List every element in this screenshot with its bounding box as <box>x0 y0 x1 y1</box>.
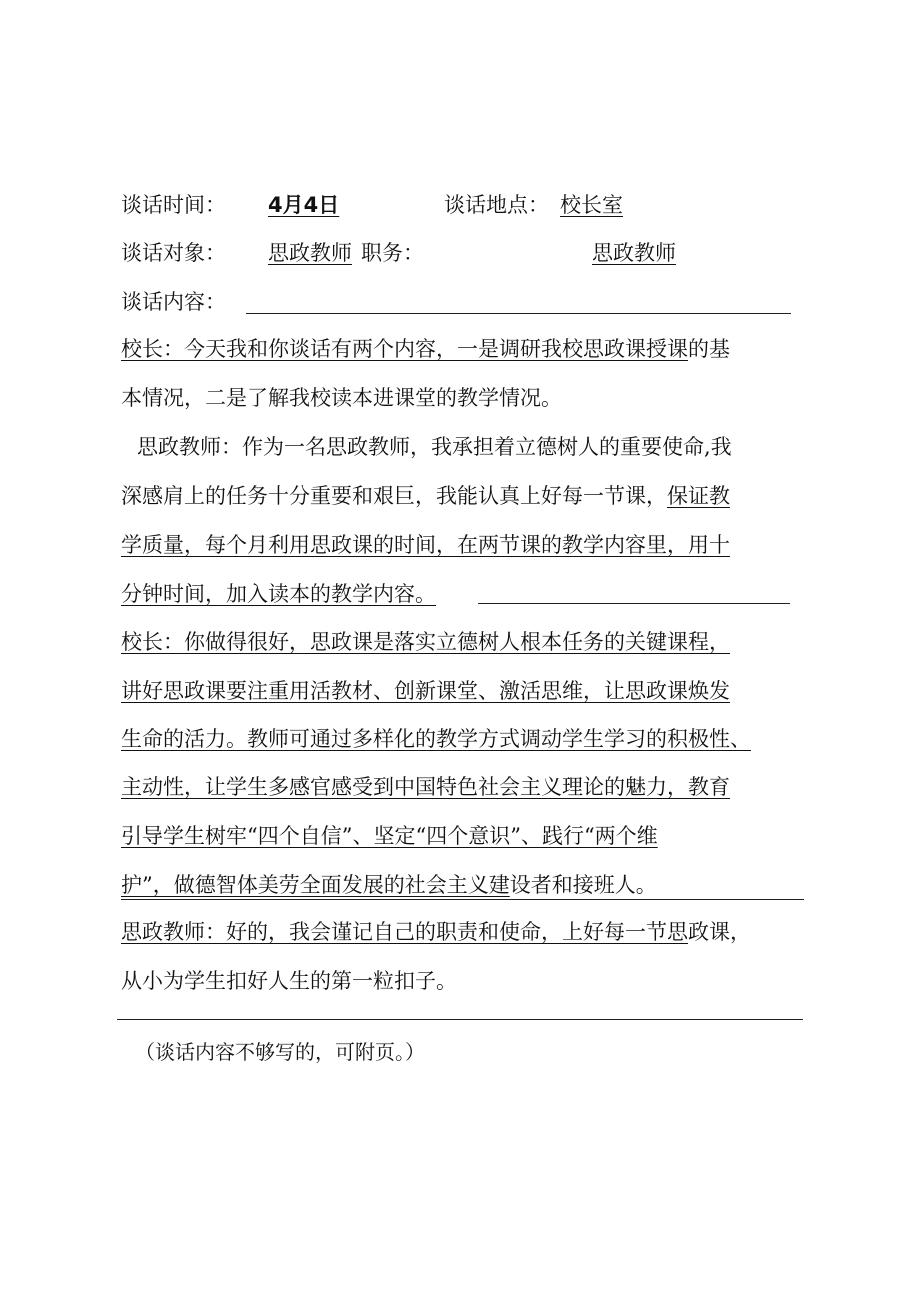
blank-underline <box>478 603 790 604</box>
dialogue-line: 分钟时间，加入读本的教学内容。 <box>121 582 436 606</box>
dialogue-segment: 政课， <box>688 920 751 944</box>
dialogue-segment: 护”，做德智体美劳全面发展的社会主义建 <box>121 873 510 897</box>
footer-note: （谈话内容不够写的，可附页。） <box>135 1040 425 1064</box>
time-label: 谈话时间： <box>121 193 226 217</box>
person-label: 谈话对象： <box>121 241 226 265</box>
dialogue-line <box>121 482 730 510</box>
dialogue-line: 本情况，二是了解我校读本进课堂的教学情况。 <box>121 386 562 410</box>
content-label: 谈话内容： <box>121 290 226 314</box>
dialogue-line: 思政教师：作为一名思政教师，我承担着立德树人的重要使命,我 <box>137 435 732 459</box>
dialogue-line: 校长：你做得很好，思政课是落实立德树人根本任务的关键课程， <box>121 630 730 654</box>
place-label: 谈话地点： <box>444 193 549 217</box>
dialogue-segment: 的基 <box>688 337 730 361</box>
person-value: 思政教师 <box>268 241 352 265</box>
dialogue-segment: 设者和接班人。 <box>509 873 657 897</box>
time-value: 4月4日 <box>268 193 340 217</box>
dialogue-segment: 保证教 <box>667 484 730 508</box>
role-label: 职务： <box>361 241 424 265</box>
dialogue-line: 从小为学生扣好人生的第一粒扣子。 <box>121 969 457 993</box>
dialogue-line <box>121 335 730 363</box>
dialogue-segment: 思政教师：好的，我会谨记自己的职责和使命，上好每一节思 <box>121 920 688 944</box>
content-underline <box>246 313 791 314</box>
dialogue-line: 生命的活力。教师可通过多样化的教学方式调动学生学习的积极性、 <box>121 727 751 751</box>
place-value: 校长室 <box>560 193 623 217</box>
dialogue-segment: 深感肩上的任务十分重要和艰巨，我能认真上好每一节课， <box>121 484 667 508</box>
dialogue-segment: 校长：今天我和你谈话有两个内容，一是调研我校思政课授课 <box>121 337 688 361</box>
dialogue-line: 讲好思政课要注重用活教材、创新课堂、激活思维，让思政课焕发 <box>121 679 730 703</box>
role-value: 思政教师 <box>592 241 676 265</box>
dialogue-line: 主动性，让学生多感官感受到中国特色社会主义理论的魅力，教育 <box>121 775 730 799</box>
dialogue-line <box>121 918 751 946</box>
dialogue-line: 学质量，每个月利用思政课的时间，在两节课的教学内容里，用十 <box>121 533 730 557</box>
section-rule <box>121 899 804 900</box>
dialogue-line: 引导学生树牢“四个自信”、坚定“四个意识”、践行“两个维 <box>121 824 658 848</box>
closing-rule <box>117 1019 803 1020</box>
dialogue-line <box>121 871 657 899</box>
